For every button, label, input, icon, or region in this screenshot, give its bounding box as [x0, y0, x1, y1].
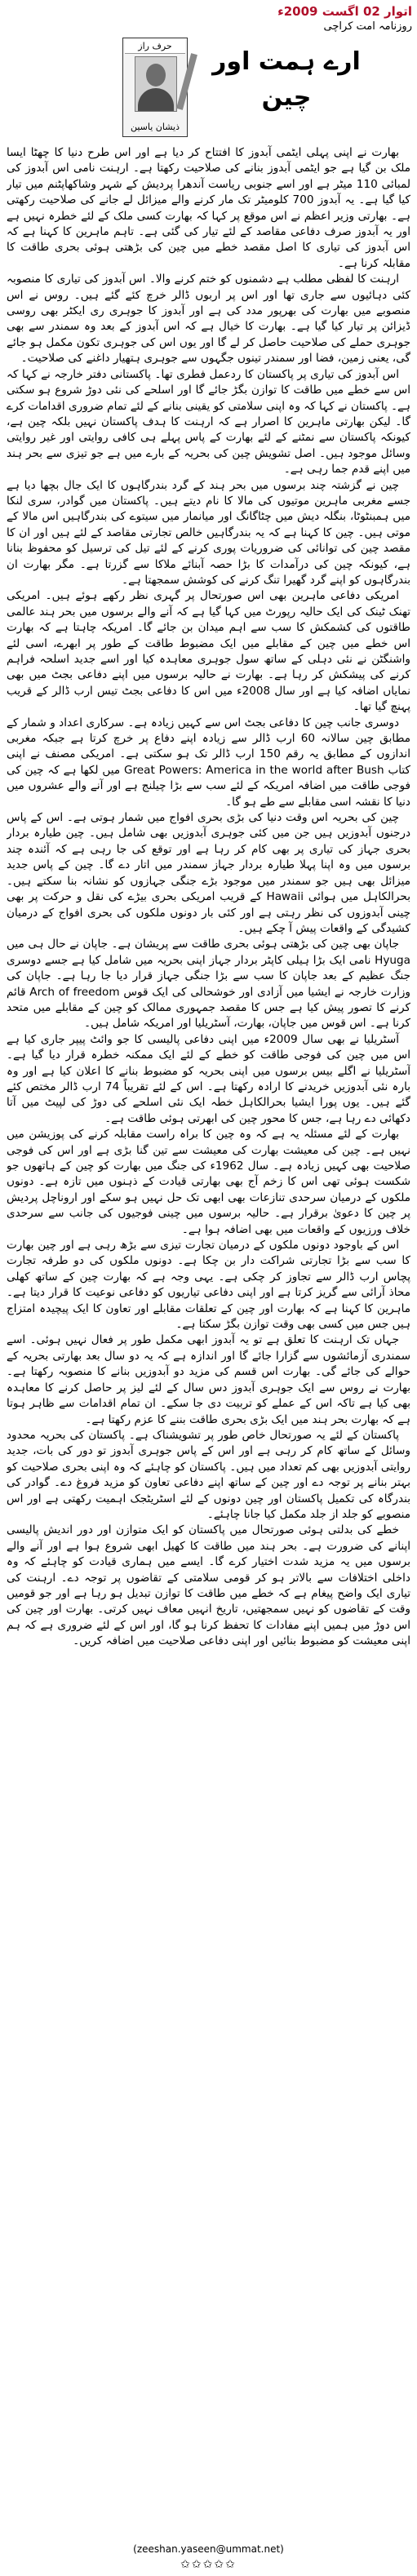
article-paragraph: خطے کی بدلتی ہوئی صورتحال میں پاکستان کو ایک متوازن اور دور اندیش پالیسی اپنانے کی ضرورت ہے۔ بحر ہند میں طاقت کا کھیل ابھی شروع ہوا ہے اور آنے والے برسوں میں یہ مزید شدت اختیار کرے گا۔ ایسے میں ہماری قیادت کو چاہئے کہ وہ داخلی اختلافات سے بالاتر ہو کر قومی سلامتی کے تقاضوں پر توجہ دے۔ ارہنت کی تیاری ایک واضح پیغام ہے کہ خطے میں طاقت کا توازن تبدیل ہو رہا ہے اور جو قومیں وقت کے تقاضوں کو نہیں سمجھتیں، تاریخ انہیں معاف نہیں کرتی۔ بھارت اور چین کی اس دوڑ میں ہمیں اپنے مفادات کا تحفظ کرنا ہو گا، اور اس کے لئے ضروری ہے کہ ہم اپنی معیشت کو مضبوط بنائیں اور اپنی دفاعی صلاحیت میں اضافہ کریں۔ [7, 1523, 410, 1648]
article-paragraph: پاکستان کے لئے یہ صورتحال خاص طور پر تشویشناک ہے۔ پاکستان کی بحریہ محدود وسائل کے ساتھ کام کر رہی ہے اور اس کے پاس جوہری آبدوز تو دور کی بات، جدید روایتی آبدوزیں بھی کم تعداد میں ہیں۔ پاکستان کو چاہئے کہ وہ اپنی بحری صلاحیت کو بہتر بنانے پر توجہ دے اور چین کے ساتھ اپنے دفاعی تعاون کو مزید فروغ دے۔ گوادر کی بندرگاہ کی تکمیل پاکستان اور چین دونوں کے لئے اسٹریٹجک اہمیت رکھتی ہے اور اس منصوبے کو جلد از جلد مکمل کیا جانا چاہئے۔ [7, 1428, 410, 1521]
article-paragraph: آسٹریلیا نے بھی سال 2009ء میں اپنی دفاعی پالیسی کا جو وائٹ پیپر جاری کیا ہے اس میں چین کی فوجی طاقت کو خطے کے لئے ایک ممکنہ خطرہ قرار دیا گیا ہے۔ آسٹریلیا نے اگلے بیس برسوں میں اپنی بحریہ کو مضبوط بنانے کا اعلان کیا ہے اور وہ بارہ نئی آبدوزیں خریدنے کا ارادہ رکھتا ہے۔ اس کے لئے تقریباً 74 ارب ڈالر مختص کئے گئے ہیں۔ یوں پورا ایشیا بحرالکاہل خطہ ایک نئی اسلحے کی دوڑ کی لپیٹ میں آتا دکھائی دے رہا ہے، جس کا محور چین کی ابھرتی ہوئی طاقت ہے۔ [7, 1032, 410, 1125]
article-paragraph: جاپان بھی چین کی بڑھتی ہوئی بحری طاقت سے پریشان ہے۔ جاپان نے حال ہی میں Hyuga نامی ایک بڑا ہیلی کاپٹر بردار جہاز اپنی بحریہ میں شامل کیا ہے جسے دوسری جنگ عظیم کے بعد جاپان کا سب سے بڑا جنگی جہاز قرار دیا جا رہا ہے۔ جاپان کی وزارت خارجہ نے ایشیا میں آزادی اور خوشحالی کی ایک قوس Arch of freedom قائم کرنے کا تصور پیش کیا ہے جس کا مقصد جمہوری ممالک کو چین کے مقابلے میں متحد کرنا ہے۔ اس قوس میں جاپان، بھارت، آسٹریلیا اور امریکہ شامل ہیں۔ [7, 938, 410, 1031]
article-paragraph: جہاں تک ارہنت کا تعلق ہے تو یہ آبدوز ابھی مکمل طور پر فعال نہیں ہوئی۔ اسے سمندری آزمائشوں سے گزارا جائے گا اور اندازہ ہے کہ یہ دو سال بعد بھارتی بحریہ کے حوالے کی جائے گی۔ بھارت اس قسم کی مزید دو آبدوزیں بنانے کا منصوبہ رکھتا ہے۔ بھارت نے روس سے ایک جوہری آبدوز دس سال کے لئے لیز پر حاصل کرنے کا معاہدہ بھی کیا ہے تاکہ اس کے عملے کو تربیت دی جا سکے۔ ان تمام اقدامات سے ظاہر ہوتا ہے کہ بھارت بحر ہند میں ایک بڑی بحری طاقت بننے کا عزم رکھتا ہے۔ [7, 1333, 410, 1426]
end-stars: ✩✩✩✩✩ [180, 2558, 237, 2571]
issue-date: اتوار 02 اگست 2009ء [277, 4, 412, 19]
columnist-name: ذیشان یاسین [130, 122, 180, 132]
portrait-shoulders [138, 88, 174, 112]
article-paragraph: اس آبدوز کی تیاری پر پاکستان کا ردعمل فطری تھا۔ پاکستانی دفتر خارجہ نے کہا کہ اس سے خطے میں طاقت کا توازن بگڑ جائے گا اور اسلحے کی نئی دوڑ شروع ہو سکتی ہے۔ پاکستان نے کہا کہ وہ اپنی سلامتی کو یقینی بنانے کے لئے تمام ضروری اقدامات کرے گا۔ لیکن بھارتی ماہرین کا اصرار ہے کہ ارہنت کا ہدف پاکستان نہیں بلکہ چین ہے، کیونکہ پاکستان سے نمٹنے کے لئے بھارت کے پاس پہلے ہی کافی روایتی اور غیر روایتی وسائل موجود ہیں۔ اصل تشویش چین کی بحریہ کے بارے میں ہے جو تیزی سے بحر ہند میں اپنے قدم جما رہی ہے۔ [7, 367, 410, 477]
article-paragraph: دوسری جانب چین کا دفاعی بجٹ اس سے کہیں زیادہ ہے۔ سرکاری اعداد و شمار کے مطابق چین سالانہ 60 ارب ڈالر سے زیادہ اپنے دفاع پر خرچ کرتا ہے جبکہ مغربی اندازوں کے مطابق یہ رقم 150 ارب ڈالر تک ہو سکتی ہے۔ امریکی مصنف نے اپنی کتاب Great Powers: America in the world after Bush میں لکھا ہے کہ چین کی فوجی طاقت میں اضافہ امریکہ کے لئے سب سے بڑا چیلنج ہے اور آنے والے عشروں میں دنیا کا نقشہ اسی مقابلے سے طے ہو گا۔ [7, 716, 410, 809]
article-paragraph: چین نے گزشتہ چند برسوں میں بحر ہند کے گرد بندرگاہوں کا ایک جال بچھا دیا ہے جسے مغربی ماہرین موتیوں کی مالا کا نام دیتے ہیں۔ پاکستان میں گوادر، سری لنکا میں ہمبنٹوٹا، بنگلہ دیش میں چٹاگانگ اور میانمار میں سیتوے کی بندرگاہیں اس مالا کے موتی ہیں۔ چین کا کہنا ہے کہ یہ بندرگاہیں خالص تجارتی مقاصد کے لئے ہیں اور ان کا مقصد چین کی توانائی کی ضروریات پوری کرنے کے لئے تیل کی ترسیل کو محفوظ بنانا ہے، کیونکہ چین کی درآمدات کا بڑا حصہ آبنائے ملاکا سے گزرتا ہے۔ مگر بھارت ان بندرگاہوں کو اپنے گرد گھیرا تنگ کرنے کی کوشش سمجھتا ہے۔ [7, 478, 410, 587]
article-paragraph: بھارت کے لئے مسئلہ یہ ہے کہ وہ چین کا براہ راست مقابلہ کرنے کی پوزیشن میں نہیں ہے۔ چین کی معیشت بھارت کی معیشت سے تین گنا بڑی ہے اور اس کی فوجی صلاحیت بھی کہیں زیادہ ہے۔ سال 1962ء کی جنگ میں بھارت کو چین کے ہاتھوں جو شکست ہوئی تھی اس کا زخم آج بھی بھارتی قیادت کے ذہنوں میں تازہ ہے۔ دونوں ملکوں کے درمیان سرحدی تنازعات بھی ابھی تک حل نہیں ہو سکے اور اروناچل پردیش پر چین کا دعویٰ برقرار ہے۔ حالیہ برسوں میں چینی فوجیوں کی جانب سے سرحدی خلاف ورزیوں کے واقعات میں بھی اضافہ ہوا ہے۔ [7, 1128, 410, 1236]
author-email: (zeeshan.yaseen@ummat.net) [133, 2543, 284, 2555]
article-paragraph: اس کے باوجود دونوں ملکوں کے درمیان تجارت تیزی سے بڑھ رہی ہے اور چین بھارت کا سب سے بڑا تجارتی شراکت دار بن چکا ہے۔ دونوں ملکوں کی دو طرفہ تجارت پچاس ارب ڈالر سے تجاوز کر چکی ہے۔ یہی وجہ ہے کہ بھارت چین کے ساتھ کھلی محاذ آرائی سے گریز کرتا ہے اور اپنی دفاعی تیاریوں کو دفاعی نوعیت کا قرار دیتا ہے۔ ماہرین کا کہنا ہے کہ بھارت اور چین کے تعلقات مقابلے اور تعاون کا ایک پیچیدہ امتزاج ہیں جس میں کسی بھی وقت توازن بگڑ سکتا ہے۔ [7, 1239, 410, 1332]
article-paragraph: امریکی دفاعی ماہرین بھی اس صورتحال پر گہری نظر رکھے ہوئے ہیں۔ امریکی تھنک ٹینک کی ایک حالیہ رپورٹ میں کہا گیا ہے کہ آنے والے برسوں میں بحر ہند عالمی طاقتوں کی کشمکش کا سب سے اہم میدان بن جائے گا۔ امریکہ چاہتا ہے کہ بھارت اس خطے میں چین کے مقابلے میں ایک مضبوط طاقت کے طور پر ابھرے، اسی لئے واشنگٹن نے نئی دہلی کے ساتھ سول جوہری معاہدہ کیا اور اسے جدید اسلحہ فراہم کرنے کی پیشکش کر رہا ہے۔ بھارت نے حالیہ برسوں میں اپنے دفاعی بجٹ میں بھی نمایاں اضافہ کیا ہے اور سال 2008ء میں اس کا دفاعی بجٹ تیس ارب ڈالر کے قریب پہنچ گیا تھا۔ [7, 589, 410, 714]
article-paragraph: ارہنت کا لفظی مطلب ہے دشمنوں کو ختم کرنے والا۔ اس آبدوز کی تیاری کا منصوبہ کئی دہائیوں سے جاری تھا اور اس پر اربوں ڈالر خرچ کئے گئے ہیں۔ روس نے اس منصوبے میں بھارت کی بھرپور مدد کی ہے اور آبدوز کا جوہری ری ایکٹر بھی روسی ڈیزائن پر تیار کیا گیا ہے۔ بھارت کا خیال ہے کہ اس آبدوز کے بعد وہ سمندر سے بھی جوہری حملے کی صلاحیت حاصل کر لے گا اور یوں اس کی جوہری تکون مکمل ہو جائے گی، یعنی زمین، فضا اور سمندر تینوں جگہوں سے جوہری ہتھیار داغنے کی صلاحیت۔ [7, 273, 410, 366]
dateline [5, 3, 412, 34]
article-headline: ارے ہمت اور چین [212, 47, 361, 112]
article-paragraph: چین کی بحریہ اس وقت دنیا کی بڑی بحری افواج میں شمار ہوتی ہے۔ اس کے پاس درجنوں آبدوزیں ہیں جن میں کئی جوہری آبدوزیں بھی شامل ہیں۔ چین طیارہ بردار بحری جہاز کی تیاری پر بھی کام کر رہا ہے اور توقع کی جا رہی ہے کہ آئندہ چند برسوں میں وہ اپنا پہلا طیارہ بردار جہاز سمندر میں اتار دے گا۔ چین کے پاس جدید میزائل بھی ہیں جو سمندر میں موجود بڑے جنگی جہازوں کو نشانہ بنا سکتے ہیں۔ بحرالکاہل میں ہوائی Hawaii کے قریب امریکی بحری بیڑے کی نقل و حرکت پر بھی چینی آبدوزوں کی نظر رہتی ہے اور کئی بار دونوں ملکوں کی بحری افواج کے درمیان کشیدگی کے واقعات پیش آ چکے ہیں۔ [7, 811, 410, 935]
newspaper-name: روزنامہ امت کراچی [323, 20, 412, 33]
column-brand: حرف راز [125, 40, 185, 54]
article-paragraph: بھارت نے اپنی پہلی ایٹمی آبدوز کا افتتاح کر دیا ہے اور اس طرح دنیا کا چھٹا ایسا ملک بن گیا ہے جو ایٹمی آبدوز بنانے کی صلاحیت رکھتا ہے۔ ارہنت نامی اس آبدوز کی لمبائی 110 میٹر ہے اور اسے جنوبی ریاست آندھرا پردیش کے شہر وشاکھاپٹنم میں تیار کیا گیا ہے۔ یہ آبدوز 700 کلومیٹر تک مار کرنے والے میزائل لے جانے کی صلاحیت رکھتی ہے۔ بھارتی وزیر اعظم نے اس موقع پر کہا کہ بھارت کسی ملک کے لئے خطرہ نہیں ہے اور یہ آبدوز صرف دفاعی مقاصد کے لئے تیار کی گئی ہے۔ تاہم ماہرین کا کہنا ہے کہ اس آبدوز کی تیاری کا اصل مقصد خطے میں چین کی بڑھتی ہوئی بحری طاقت کا مقابلہ کرنا ہے۔ [7, 146, 410, 270]
column-header [0, 38, 417, 140]
article-body [7, 145, 410, 2536]
columnist-portrait [135, 56, 177, 112]
columnist-photo-box [122, 38, 188, 137]
portrait-head [146, 64, 166, 86]
